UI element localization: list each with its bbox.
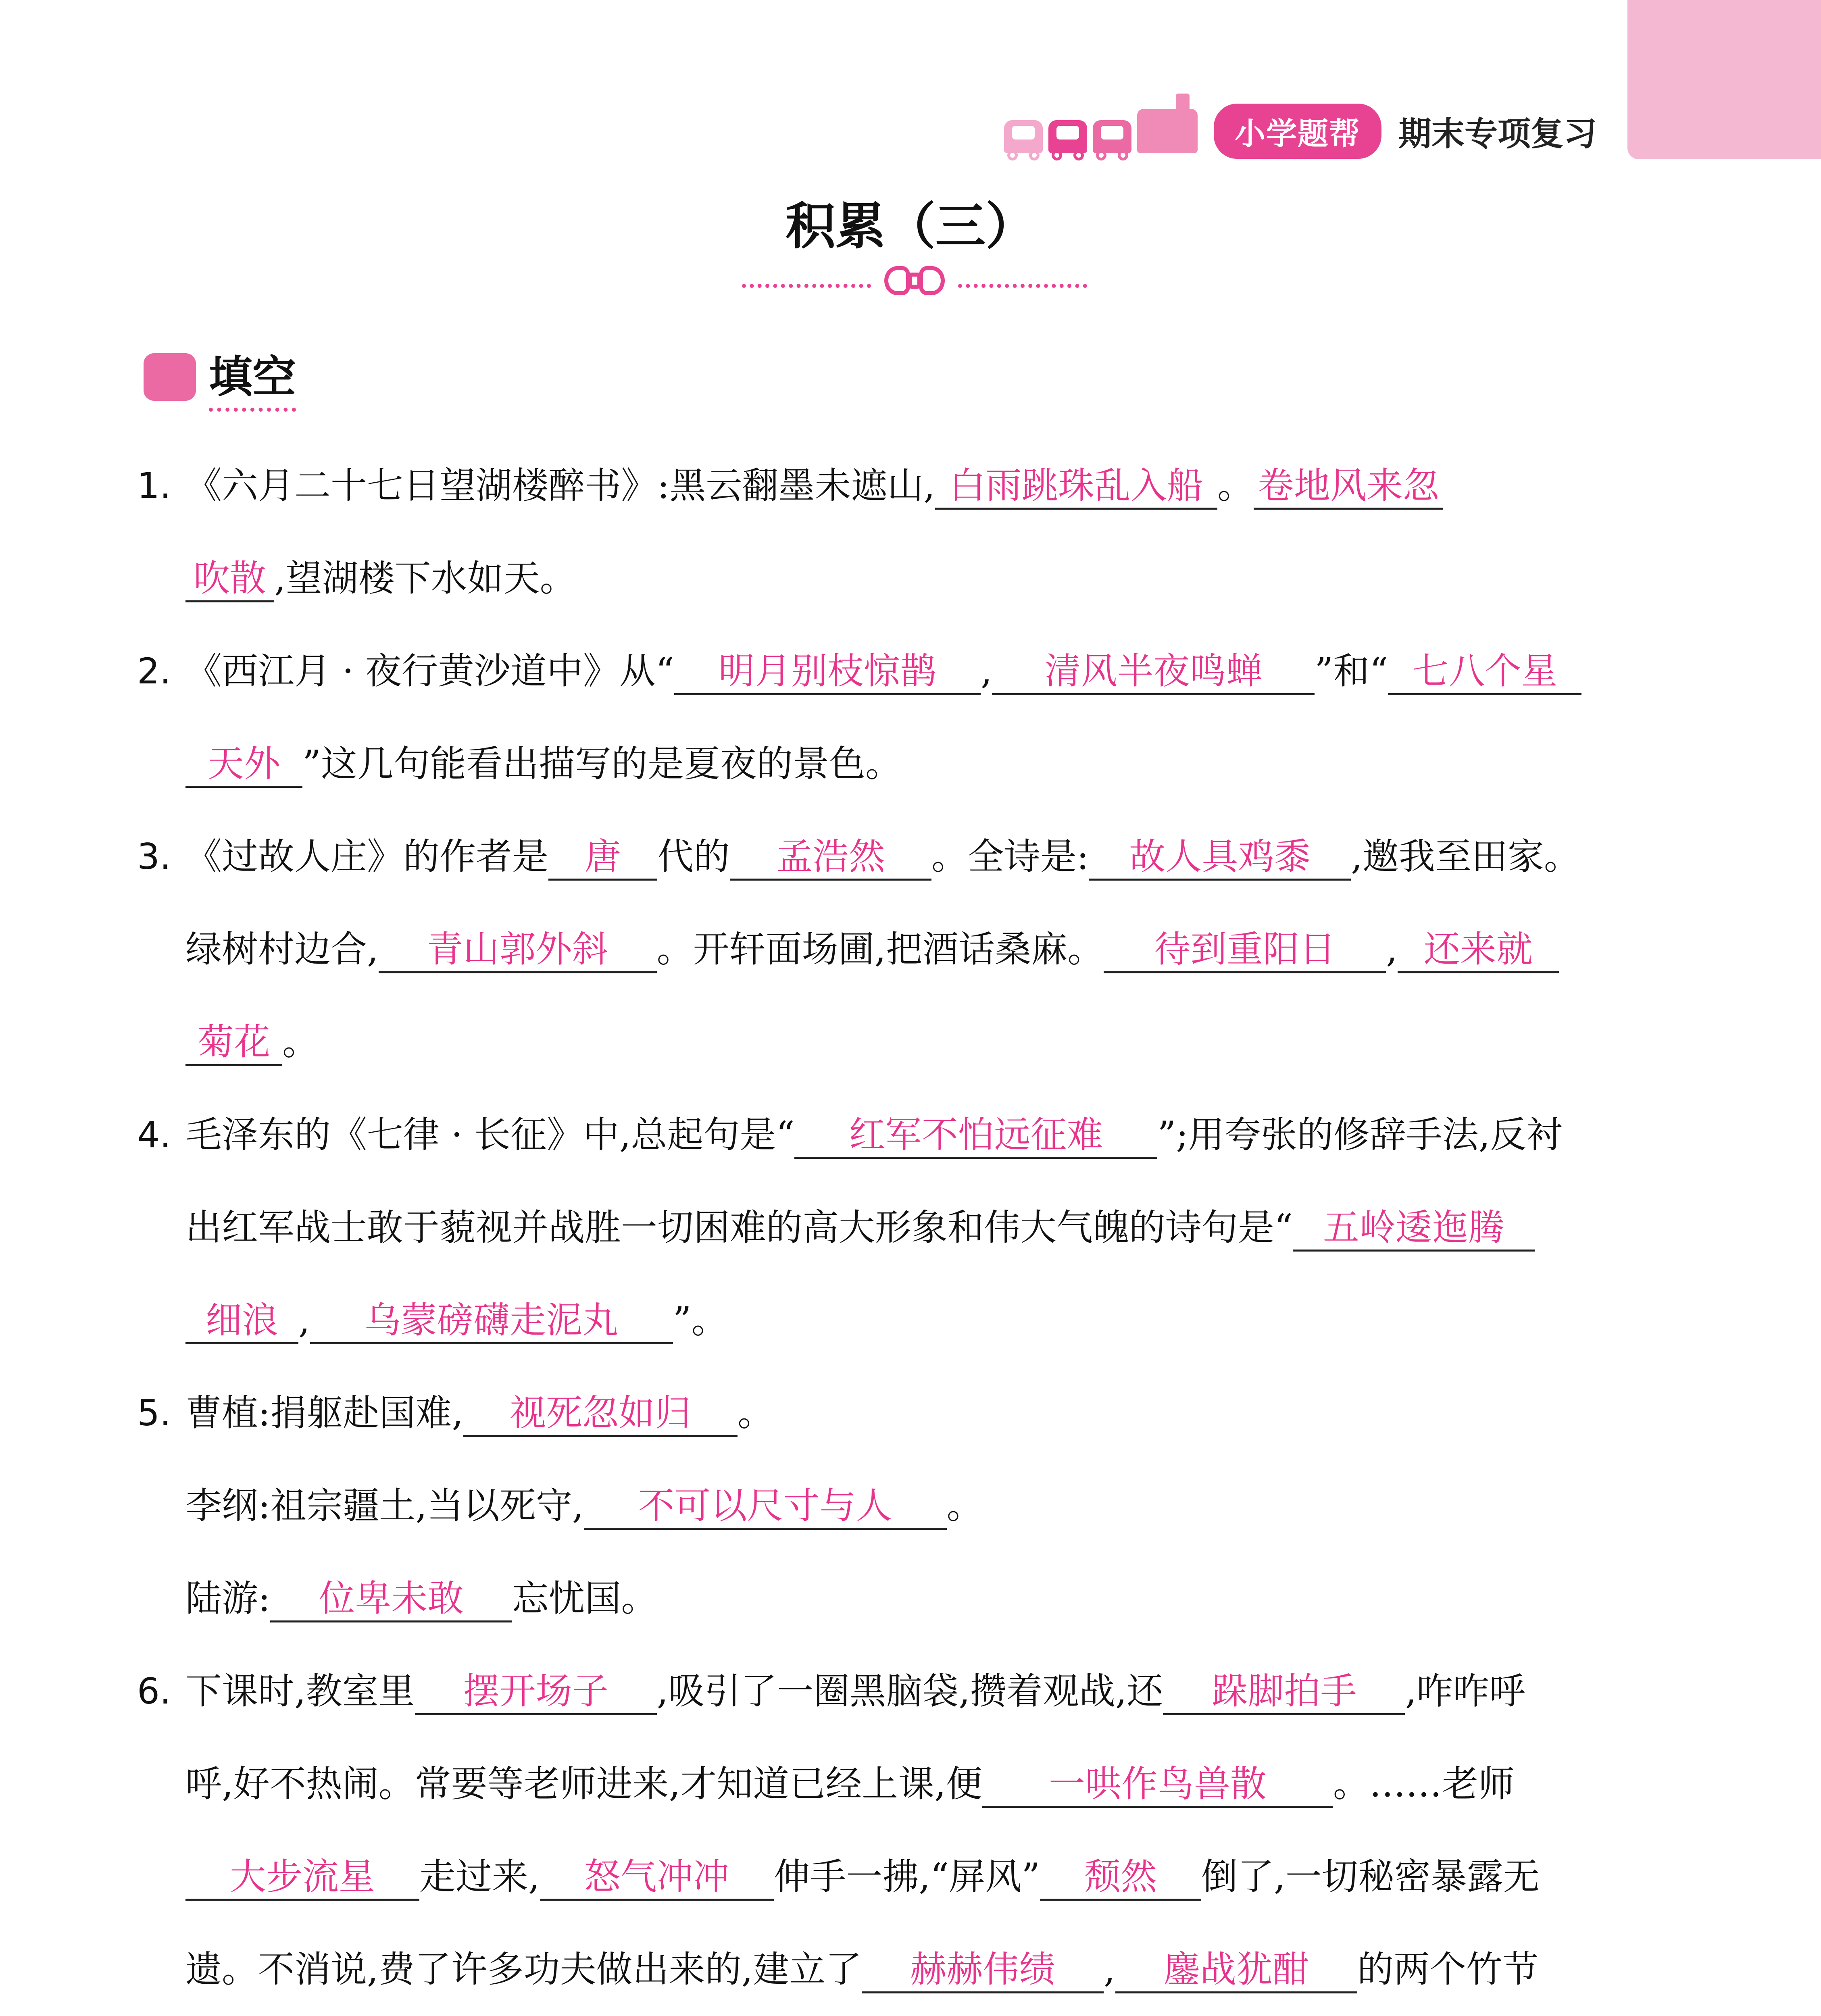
question-text: , — [1386, 928, 1398, 971]
answer-blank[interactable]: 待到重阳日 — [1104, 928, 1386, 973]
question-3 — [137, 810, 1678, 1089]
section-square-icon — [144, 353, 196, 401]
answer-blank[interactable]: 唐 — [548, 835, 657, 881]
question-text: 下课时,教室里 — [185, 1670, 415, 1712]
question-text: 伸手一拂,“屏风” — [773, 1856, 1040, 1898]
answer-blank[interactable]: 怒气冲冲 — [540, 1855, 774, 1901]
question-text: 。 — [737, 1392, 774, 1434]
question-number: 3. — [137, 836, 171, 877]
question-text: ”这几句能看出描写的是夏夜的景色。 — [302, 743, 902, 785]
answer-blank[interactable]: 卷地风来忽 — [1254, 464, 1443, 510]
train-engine-icon — [1137, 109, 1198, 153]
answer-blank[interactable]: 细浪 — [185, 1299, 298, 1344]
question-text: ,望湖楼下水如天。 — [274, 557, 576, 600]
question-text: 。……老师 — [1333, 1763, 1515, 1805]
dotted-divider — [958, 284, 1087, 288]
answer-blank[interactable]: 位卑未敢 — [270, 1577, 512, 1622]
question-text: 遗。不消说,费了许多功夫做出来的,建立了 — [185, 1948, 862, 1991]
title-ornament — [742, 263, 1087, 299]
answer-blank[interactable]: 不可以尺寸与人 — [584, 1484, 947, 1530]
train-car-icon — [1048, 120, 1087, 153]
question-text: 李纲:祖宗疆土,当以死守, — [185, 1485, 584, 1527]
question-text: 的两个竹节 — [1357, 1948, 1539, 1991]
corner-tab — [1627, 0, 1821, 159]
page-title: 积累（三） — [785, 198, 1036, 256]
answer-blank[interactable]: 视死忽如归 — [463, 1391, 738, 1437]
question-text: ,咋咋呼 — [1405, 1670, 1526, 1712]
answer-blank[interactable]: 菊花 — [185, 1020, 282, 1066]
train-car-icon — [1093, 120, 1131, 153]
question-text: ”。 — [673, 1299, 728, 1341]
question-4 — [137, 1089, 1678, 1367]
question-text: 。全诗是: — [931, 835, 1089, 878]
question-number: 2. — [137, 650, 171, 692]
page-header — [1004, 101, 1597, 161]
answer-blank[interactable]: 明月别枝惊鹊 — [674, 650, 981, 695]
answer-blank[interactable]: 摆开场子 — [415, 1670, 657, 1715]
question-text: 曹植:捐躯赴国难, — [185, 1392, 463, 1434]
question-text: , — [298, 1299, 310, 1341]
answer-blank[interactable]: 孟浩然 — [730, 835, 931, 881]
answer-blank[interactable]: 五岭逶迤腾 — [1293, 1206, 1535, 1252]
question-text: 绿树村边合, — [185, 928, 379, 971]
answer-blank[interactable]: 颓然 — [1040, 1855, 1201, 1901]
question-number: 4. — [137, 1114, 171, 1156]
question-list — [137, 439, 1678, 2016]
question-number: 1. — [137, 465, 171, 506]
brand-badge: 小学题帮 — [1214, 104, 1381, 159]
question-number: 6. — [137, 1670, 171, 1712]
question-text: ”;用夸张的修辞手法,反衬 — [1157, 1114, 1563, 1156]
question-text: 《西江月 · 夜行黄沙道中》从“ — [185, 650, 674, 692]
answer-blank[interactable]: 乌蒙磅礴走泥丸 — [310, 1299, 673, 1344]
question-6 — [137, 1645, 1678, 2016]
answer-blank[interactable]: 白雨跳珠乱入船 — [935, 464, 1217, 510]
answer-blank[interactable]: 吹散 — [185, 557, 274, 602]
dotted-divider — [742, 284, 871, 288]
question-2 — [137, 625, 1678, 810]
section-header — [144, 342, 296, 412]
question-text: 《过故人庄》的作者是 — [185, 835, 548, 878]
question-number: 5. — [137, 1392, 171, 1434]
question-1 — [137, 439, 1678, 625]
question-text: 代的 — [657, 835, 730, 878]
question-text: ,吸引了一圈黑脑袋,攒着观战,还 — [656, 1670, 1163, 1712]
answer-blank[interactable]: 一哄作鸟兽散 — [982, 1762, 1333, 1808]
question-text: 。 — [1217, 464, 1254, 507]
bow-icon — [884, 263, 945, 299]
answer-blank[interactable]: 鏖战犹酣 — [1115, 1948, 1357, 1993]
answer-blank[interactable]: 大步流星 — [185, 1855, 419, 1901]
question-text: 《六月二十七日望湖楼醉书》:黑云翻墨未遮山, — [185, 464, 935, 507]
header-subtitle: 期末专项复习 — [1398, 115, 1597, 153]
question-5 — [137, 1367, 1678, 1645]
answer-blank[interactable]: 青山郭外斜 — [379, 928, 657, 973]
question-text: ”和“ — [1315, 650, 1388, 692]
question-text: 。 — [282, 1021, 319, 1063]
answer-blank[interactable]: 跺脚拍手 — [1163, 1670, 1405, 1715]
answer-blank[interactable]: 天外 — [185, 742, 302, 788]
answer-blank[interactable]: 红军不怕远征难 — [794, 1113, 1157, 1159]
question-text: 走过来, — [419, 1856, 540, 1898]
answer-blank[interactable]: 赫赫伟绩 — [862, 1948, 1104, 1993]
question-text: , — [980, 650, 992, 692]
answer-blank[interactable]: 七八个星 — [1388, 650, 1581, 695]
question-text: 呼,好不热闹。常要等老师进来,才知道已经上课,便 — [185, 1763, 982, 1805]
question-text: 。开轩面场圃,把酒话桑麻。 — [656, 928, 1104, 971]
question-text: 。 — [946, 1485, 983, 1527]
answer-blank[interactable]: 清风半夜鸣蝉 — [992, 650, 1315, 695]
question-text: ,邀我至田家。 — [1351, 835, 1580, 878]
question-text: 出红军战士敢于藐视并战胜一切困难的高大形象和伟大气魄的诗句是“ — [185, 1206, 1293, 1249]
question-text: 忘忧国。 — [512, 1577, 658, 1620]
answer-blank[interactable]: 故人具鸡黍 — [1089, 835, 1351, 881]
question-text: 毛泽东的《七律 · 长征》中,总起句是“ — [185, 1114, 795, 1156]
answer-blank[interactable]: 还来就 — [1398, 928, 1559, 973]
train-car-icon — [1004, 120, 1043, 153]
section-title: 填空 — [209, 342, 296, 412]
train-icon — [1004, 109, 1198, 153]
question-text: 陆游: — [185, 1577, 271, 1620]
question-text: 倒了,一切秘密暴露无 — [1201, 1856, 1540, 1898]
question-text: , — [1104, 1948, 1115, 1991]
